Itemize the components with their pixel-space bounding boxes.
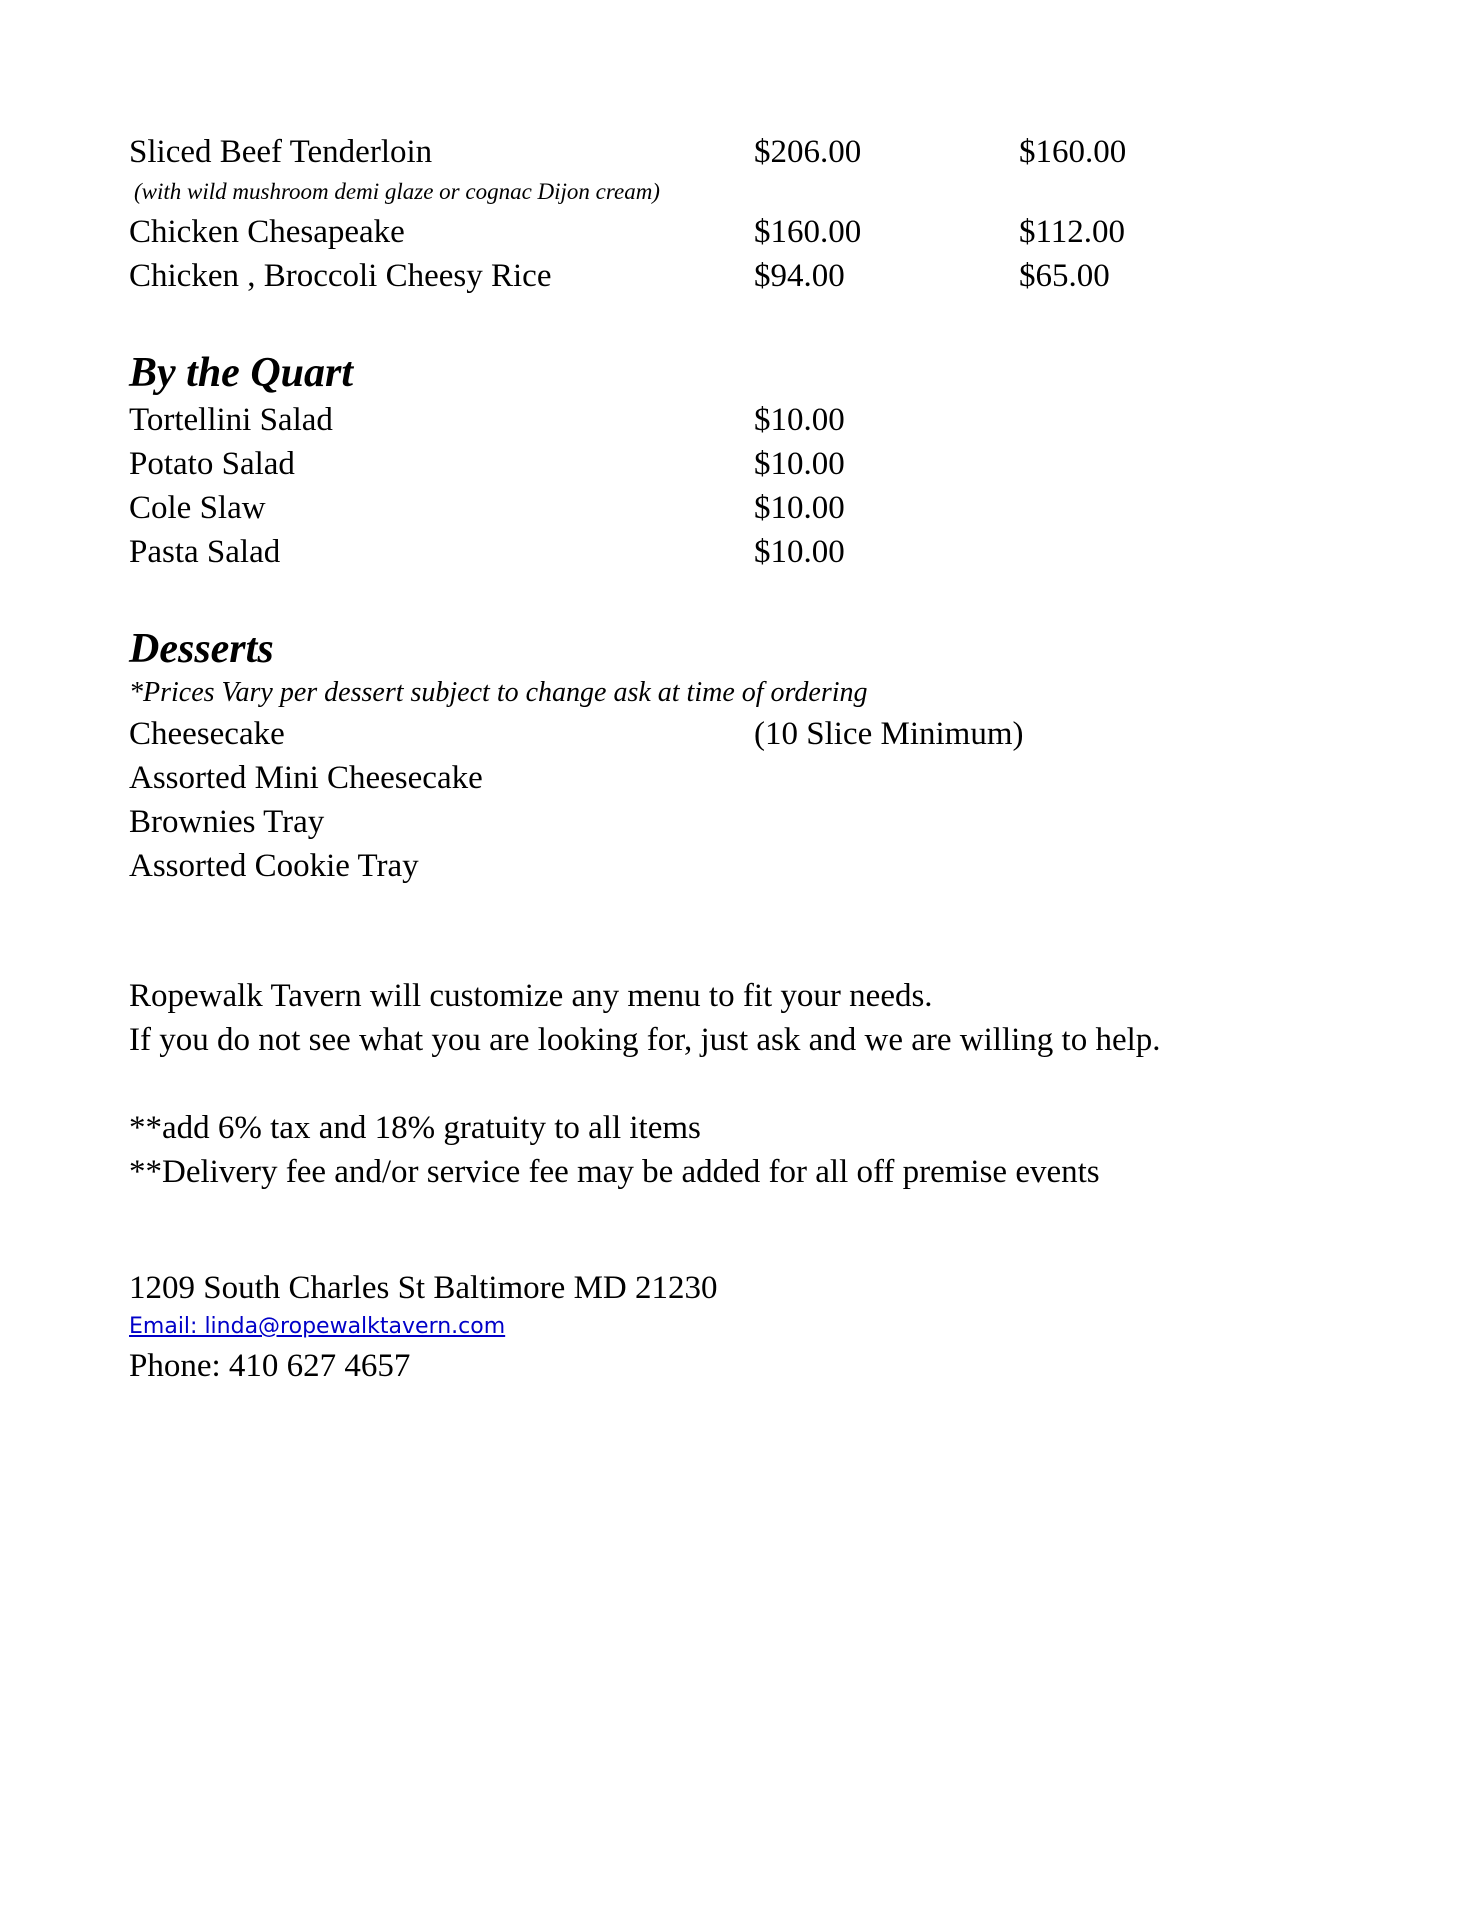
spacer (129, 1194, 1379, 1266)
fee-note: **Delivery fee and/or service fee may be added for all off premise events (129, 1154, 1100, 1190)
quart-row (129, 442, 1379, 486)
contact-email-link[interactable]: Email: linda@ropewalktavern.com (129, 1314, 506, 1339)
entree-row-chicken-chesapeake (129, 210, 1379, 254)
item-name: Assorted Cookie Tray (129, 848, 419, 884)
closing-line: Ropewalk Tavern will customize any menu to fit your needs. (129, 978, 933, 1014)
section-title-by-the-quart: By the Quart (129, 350, 354, 396)
item-price: $10.00 (754, 534, 845, 570)
item-name: Potato Salad (129, 446, 295, 482)
fee-note: **add 6% tax and 18% gratuity to all items (129, 1110, 701, 1146)
menu-page (129, 130, 1379, 1388)
desserts-note: *Prices Vary per dessert subject to change ask at time of ordering (129, 677, 868, 708)
closing-line: If you do not see what you are looking for, just ask and we are willing to help. (129, 1022, 1161, 1058)
item-name: Cole Slaw (129, 490, 266, 526)
item-name: Chicken Chesapeake (129, 214, 405, 250)
spacer (129, 888, 1379, 974)
item-price: $10.00 (754, 446, 845, 482)
dessert-row (129, 800, 1379, 844)
item-price-half: $112.00 (1019, 214, 1126, 250)
contact-email-line (129, 1310, 1379, 1344)
item-price: $10.00 (754, 490, 845, 526)
entree-row-chicken-broccoli-rice (129, 254, 1379, 298)
item-name: Chicken , Broccoli Cheesy Rice (129, 258, 552, 294)
item-price-full: $160.00 (754, 214, 862, 250)
section-title-desserts: Desserts (129, 626, 274, 672)
entree-note: (with wild mushroom demi glaze or cognac Dijon cream) (134, 179, 660, 204)
quart-row (129, 398, 1379, 442)
item-detail: (10 Slice Minimum) (754, 716, 1024, 752)
item-name: Assorted Mini Cheesecake (129, 760, 483, 796)
spacer (129, 1062, 1379, 1106)
item-price-half: $65.00 (1019, 258, 1110, 294)
item-name: Sliced Beef Tenderloin (129, 134, 433, 170)
dessert-row (129, 756, 1379, 800)
item-name: Pasta Salad (129, 534, 281, 570)
contact-address: 1209 South Charles St Baltimore MD 21230 (129, 1270, 718, 1306)
dessert-row (129, 712, 1379, 756)
quart-row (129, 486, 1379, 530)
spacer (129, 574, 1379, 624)
item-name: Brownies Tray (129, 804, 325, 840)
item-price: $10.00 (754, 402, 845, 438)
spacer (129, 298, 1379, 348)
item-price-half: $160.00 (1019, 134, 1127, 170)
item-price-full: $94.00 (754, 258, 845, 294)
contact-phone: Phone: 410 627 4657 (129, 1348, 411, 1384)
dessert-row (129, 844, 1379, 888)
item-name: Tortellini Salad (129, 402, 333, 438)
quart-row (129, 530, 1379, 574)
entree-row-beef-tenderloin (129, 130, 1379, 174)
item-name: Cheesecake (129, 716, 285, 752)
item-price-full: $206.00 (754, 134, 862, 170)
